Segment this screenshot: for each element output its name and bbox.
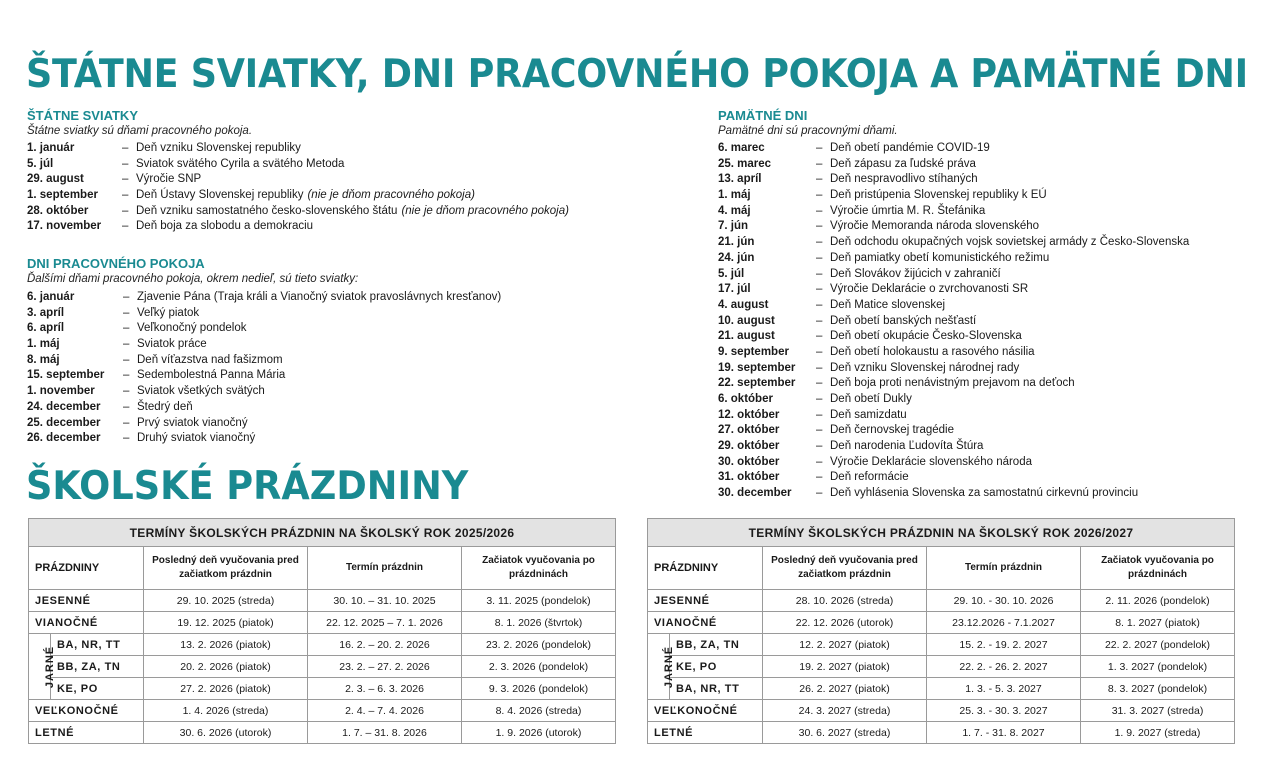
list-item — [718, 345, 1189, 361]
holiday-name: Deň vzniku Slovenskej národnej rady — [830, 361, 1020, 374]
dash-separator: – — [816, 189, 823, 202]
rest-days-heading: DNI PRACOVNÉHO POKOJA — [27, 256, 205, 271]
row-label: BB, ZA, TN — [670, 634, 763, 656]
list-item — [27, 337, 501, 353]
last-day-cell: 28. 10. 2026 (streda) — [763, 590, 927, 612]
table-row — [648, 590, 1235, 612]
list-item — [27, 400, 501, 416]
holiday-date: 1. september — [27, 189, 98, 202]
holiday-note: (nie je dňom pracovného pokoja) — [401, 204, 569, 217]
holiday-date: 6. marec — [718, 142, 765, 154]
holiday-name: Výročie Deklarácie slovenského národa — [830, 455, 1032, 468]
dash-separator: – — [816, 314, 823, 327]
table-caption: TERMÍNY ŠKOLSKÝCH PRÁZDNIN NA ŠKOLSKÝ ROK 2025/2026 — [29, 519, 616, 547]
holiday-date: 25. marec — [718, 157, 772, 170]
holiday-date: 6. október — [718, 393, 773, 405]
dash-separator: – — [816, 345, 823, 358]
dash-separator: – — [816, 283, 823, 296]
row-label: VEĽKONOČNÉ — [648, 700, 763, 722]
dash-separator: – — [122, 173, 129, 186]
list-item — [718, 408, 1189, 424]
school-start-cell: 2. 3. 2026 (pondelok) — [462, 656, 616, 678]
list-item — [718, 141, 1189, 157]
holiday-date: 8. máj — [27, 353, 60, 366]
table-row — [648, 722, 1235, 744]
dash-separator: – — [123, 400, 130, 413]
list-item — [27, 321, 501, 337]
dash-separator: – — [123, 306, 130, 319]
table-row — [648, 656, 1235, 678]
dash-separator: – — [816, 251, 823, 264]
holiday-term-cell: 16. 2. – 20. 2. 2026 — [308, 634, 462, 656]
holiday-name: Deň obetí banských nešťastí — [830, 314, 977, 327]
holiday-name: Sedembolestná Panna Mária — [137, 369, 286, 382]
holiday-term-cell: 1. 7. - 31. 8. 2027 — [927, 722, 1081, 744]
column-header: PRÁZDNINY — [648, 547, 763, 590]
school-start-cell: 8. 1. 2026 (štvrtok) — [462, 612, 616, 634]
list-item — [718, 423, 1189, 439]
school-start-cell: 1. 9. 2026 (utorok) — [462, 722, 616, 744]
holiday-date: 10. august — [718, 314, 775, 327]
holiday-term-cell: 1. 3. - 5. 3. 2027 — [927, 678, 1081, 700]
memorial-days-list — [718, 141, 1189, 502]
table-row — [29, 634, 616, 656]
last-day-cell: 26. 2. 2027 (piatok) — [763, 678, 927, 700]
column-header: Posledný deň vyučovania pred začiatkom prázdnin — [763, 547, 927, 590]
holiday-date: 15. september — [27, 369, 105, 382]
dash-separator: – — [816, 408, 823, 421]
holiday-term-cell: 2. 4. – 7. 4. 2026 — [308, 700, 462, 722]
dash-separator: – — [816, 267, 823, 280]
holiday-name: Deň narodenia Ľudovíta Štúra — [830, 440, 984, 453]
holiday-date: 29. október — [718, 440, 780, 453]
table-row — [29, 656, 616, 678]
holiday-term-cell: 23.12.2026 - 7.1.2027 — [927, 612, 1081, 634]
table-row — [648, 678, 1235, 700]
list-item — [718, 251, 1189, 267]
spring-label-text: JARNÉ — [663, 645, 676, 688]
holiday-date: 19. september — [718, 361, 796, 374]
holiday-term-cell: 25. 3. - 30. 3. 2027 — [927, 700, 1081, 722]
holiday-date: 25. december — [27, 416, 101, 429]
list-item — [27, 204, 569, 220]
last-day-cell: 1. 4. 2026 (streda) — [144, 700, 308, 722]
memorial-days-heading: PAMÄTNÉ DNI — [718, 108, 808, 123]
holiday-name: Deň vzniku Slovenskej republiky — [136, 142, 301, 154]
spring-label-text: JARNÉ — [44, 645, 57, 688]
holiday-date: 24. december — [27, 400, 101, 413]
holiday-date: 28. október — [27, 204, 89, 217]
list-item — [718, 439, 1189, 455]
list-item — [718, 204, 1189, 220]
list-item — [718, 172, 1189, 188]
dash-separator: – — [816, 142, 823, 154]
school-start-cell: 3. 11. 2025 (pondelok) — [462, 590, 616, 612]
dash-separator: – — [123, 338, 130, 351]
row-label: BA, NR, TT — [670, 678, 763, 700]
holiday-name: Deň zápasu za ľudské práva — [830, 157, 976, 170]
holiday-date: 21. august — [718, 330, 775, 343]
dash-separator: – — [122, 142, 129, 154]
dash-separator: – — [816, 361, 823, 374]
holiday-date: 17. júl — [718, 283, 751, 296]
dash-separator: – — [123, 416, 130, 429]
table-row — [29, 700, 616, 722]
table-row — [29, 678, 616, 700]
dash-separator: – — [816, 393, 823, 405]
row-label: JESENNÉ — [29, 590, 144, 612]
row-label: VIANOČNÉ — [648, 612, 763, 634]
list-item — [27, 157, 569, 173]
list-item — [718, 235, 1189, 251]
holiday-date: 30. december — [718, 487, 792, 500]
last-day-cell: 30. 6. 2026 (utorok) — [144, 722, 308, 744]
school-holidays-table-2025-2026 — [28, 518, 616, 744]
holiday-date: 6. január — [27, 291, 75, 303]
last-day-cell: 12. 2. 2027 (piatok) — [763, 634, 927, 656]
list-item — [718, 188, 1189, 204]
row-label: JESENNÉ — [648, 590, 763, 612]
column-header: PRÁZDNINY — [29, 547, 144, 590]
list-item — [718, 267, 1189, 283]
row-label: BB, ZA, TN — [51, 656, 144, 678]
holiday-name: Deň vyhlásenia Slovenska za samostatnú cirkevnú provinciu — [830, 487, 1139, 500]
list-item — [718, 392, 1189, 408]
holiday-name: Veľký piatok — [137, 306, 200, 319]
dash-separator: – — [122, 157, 129, 170]
list-item — [718, 361, 1189, 377]
dash-separator: – — [816, 330, 823, 343]
list-item — [27, 219, 569, 235]
holiday-date: 1. máj — [718, 189, 751, 202]
last-day-cell: 20. 2. 2026 (piatok) — [144, 656, 308, 678]
dash-separator: – — [122, 220, 129, 233]
list-item — [27, 141, 569, 157]
row-label: LETNÉ — [29, 722, 144, 744]
dash-separator: – — [816, 424, 823, 437]
holiday-date: 22. september — [718, 377, 796, 390]
column-header: Začiatok vyučovania po prázdninách — [462, 547, 616, 590]
table-row — [29, 590, 616, 612]
holiday-date: 1. máj — [27, 338, 60, 351]
holiday-name: Deň boja za slobodu a demokraciu — [136, 220, 314, 233]
dash-separator: – — [123, 322, 130, 335]
list-item — [718, 470, 1189, 486]
list-item — [27, 306, 501, 322]
list-item — [718, 455, 1189, 471]
holiday-name: Zjavenie Pána (Traja králi a Vianočný sviatok pravoslávnych kresťanov) — [137, 291, 502, 303]
row-label: KE, PO — [670, 656, 763, 678]
holiday-name: Deň pamiatky obetí komunistického režimu — [830, 251, 1050, 264]
row-label: BA, NR, TT — [51, 634, 144, 656]
list-item — [718, 219, 1189, 235]
holiday-name: Deň obetí Dukly — [830, 393, 912, 405]
holiday-name: Deň černovskej tragédie — [830, 424, 955, 437]
list-item — [718, 298, 1189, 314]
holiday-name: Prvý sviatok vianočný — [137, 416, 248, 429]
last-day-cell: 30. 6. 2027 (streda) — [763, 722, 927, 744]
dash-separator: – — [123, 432, 130, 445]
dash-separator: – — [816, 220, 823, 233]
list-item — [27, 384, 501, 400]
list-item — [718, 486, 1189, 502]
state-holidays-list — [27, 141, 569, 235]
holiday-name: Deň reformácie — [830, 471, 909, 484]
holiday-name: Deň Slovákov žijúcich v zahraničí — [830, 267, 1001, 280]
holiday-name: Deň obetí pandémie COVID-19 — [830, 142, 990, 154]
dash-separator: – — [816, 455, 823, 468]
list-item — [718, 314, 1189, 330]
dash-separator: – — [122, 189, 129, 202]
holiday-date: 21. jún — [718, 236, 755, 249]
school-start-cell: 8. 3. 2027 (pondelok) — [1081, 678, 1235, 700]
holiday-date: 12. október — [718, 408, 780, 421]
page-title: ŠTÁTNE SVIATKY, DNI PRACOVNÉHO POKOJA A PAMÄTNÉ DNI — [26, 52, 1248, 97]
table-caption: TERMÍNY ŠKOLSKÝCH PRÁZDNIN NA ŠKOLSKÝ ROK 2026/2027 — [648, 519, 1235, 547]
school-start-cell: 8. 4. 2026 (streda) — [462, 700, 616, 722]
dash-separator: – — [816, 487, 823, 500]
holiday-term-cell: 22. 12. 2025 – 7. 1. 2026 — [308, 612, 462, 634]
list-item — [718, 282, 1189, 298]
holiday-name: Deň odchodu okupačných vojsk sovietskej armády z Česko-Slovenska — [830, 236, 1190, 249]
holiday-name: Deň Ústavy Slovenskej republiky — [136, 189, 304, 202]
row-label: VIANOČNÉ — [29, 612, 144, 634]
dash-separator: – — [123, 353, 130, 366]
holiday-name: Druhý sviatok vianočný — [137, 432, 256, 445]
column-header: Termín prázdnin — [308, 547, 462, 590]
list-item — [27, 172, 569, 188]
spring-group-label — [648, 634, 676, 700]
spring-group-label — [29, 634, 57, 700]
holiday-name: Deň nespravodlivo stíhaných — [830, 173, 978, 186]
holiday-name: Deň pristúpenia Slovenskej republiky k EÚ — [830, 189, 1047, 202]
holiday-date: 4. august — [718, 298, 769, 311]
list-item — [718, 157, 1189, 173]
holiday-date: 29. august — [27, 173, 84, 186]
last-day-cell: 27. 2. 2026 (piatok) — [144, 678, 308, 700]
holiday-date: 9. september — [718, 345, 789, 358]
row-label: KE, PO — [51, 678, 144, 700]
dash-separator: – — [816, 236, 823, 249]
holiday-term-cell: 22. 2. - 26. 2. 2027 — [927, 656, 1081, 678]
list-item — [27, 416, 501, 432]
holiday-name: Deň obetí holokaustu a rasového násilia — [830, 345, 1035, 358]
holiday-date: 30. október — [718, 455, 780, 468]
last-day-cell: 29. 10. 2025 (streda) — [144, 590, 308, 612]
last-day-cell: 19. 12. 2025 (piatok) — [144, 612, 308, 634]
holiday-date: 4. máj — [718, 204, 751, 217]
holiday-note: (nie je dňom pracovného pokoja) — [307, 189, 475, 202]
dash-separator: – — [816, 204, 823, 217]
holiday-date: 26. december — [27, 432, 101, 445]
school-start-cell: 1. 9. 2027 (streda) — [1081, 722, 1235, 744]
holiday-date: 5. júl — [27, 157, 54, 170]
list-item — [718, 376, 1189, 392]
holiday-name: Výročie Deklarácie o zvrchovanosti SR — [830, 283, 1029, 296]
holiday-term-cell: 15. 2. - 19. 2. 2027 — [927, 634, 1081, 656]
list-item — [27, 353, 501, 369]
dash-separator: – — [122, 204, 129, 217]
holiday-term-cell: 2. 3. – 6. 3. 2026 — [308, 678, 462, 700]
holiday-name: Sviatok všetkých svätých — [137, 385, 265, 398]
last-day-cell: 13. 2. 2026 (piatok) — [144, 634, 308, 656]
dash-separator: – — [816, 471, 823, 484]
table-row — [29, 722, 616, 744]
holiday-name: Deň boja proti nenávistným prejavom na deťoch — [830, 377, 1075, 390]
rest-days-subtitle: Ďalšími dňami pracovného pokoja, okrem nedieľ, sú tieto sviatky: — [27, 273, 359, 285]
memorial-days-subtitle: Pamätné dni sú pracovnými dňami. — [718, 125, 898, 137]
school-start-cell: 8. 1. 2027 (piatok) — [1081, 612, 1235, 634]
holiday-term-cell: 1. 7. – 31. 8. 2026 — [308, 722, 462, 744]
list-item — [27, 368, 501, 384]
school-start-cell: 22. 2. 2027 (pondelok) — [1081, 634, 1235, 656]
dash-separator: – — [123, 385, 130, 398]
row-label: VEĽKONOČNÉ — [29, 700, 144, 722]
school-start-cell: 31. 3. 2027 (streda) — [1081, 700, 1235, 722]
dash-separator: – — [123, 369, 130, 382]
holiday-date: 1. november — [27, 385, 95, 398]
holiday-name: Výročie SNP — [136, 173, 202, 186]
holiday-name: Veľkonočný pondelok — [137, 322, 247, 335]
dash-separator: – — [816, 173, 823, 186]
last-day-cell: 22. 12. 2026 (utorok) — [763, 612, 927, 634]
school-start-cell: 2. 11. 2026 (pondelok) — [1081, 590, 1235, 612]
row-label: LETNÉ — [648, 722, 763, 744]
holiday-term-cell: 23. 2. – 27. 2. 2026 — [308, 656, 462, 678]
holiday-name: Deň obetí okupácie Česko-Slovenska — [830, 330, 1022, 343]
holiday-name: Štedrý deň — [137, 400, 193, 413]
state-holidays-heading: ŠTÁTNE SVIATKY — [27, 108, 138, 123]
holiday-date: 5. júl — [718, 267, 745, 280]
holiday-date: 17. november — [27, 220, 102, 233]
dash-separator: – — [816, 440, 823, 453]
holiday-date: 13. apríl — [718, 173, 762, 186]
school-holidays-table-2026-2027 — [647, 518, 1235, 744]
holiday-date: 3. apríl — [27, 306, 65, 319]
holiday-name: Deň samizdatu — [830, 408, 907, 421]
holiday-name: Sviatok svätého Cyrila a svätého Metoda — [136, 157, 345, 170]
holiday-name: Výročie Memoranda národa slovenského — [830, 220, 1040, 233]
column-header: Termín prázdnin — [927, 547, 1081, 590]
holiday-name: Deň Matice slovenskej — [830, 298, 946, 311]
holiday-name: Sviatok práce — [137, 338, 207, 351]
list-item — [27, 290, 501, 306]
table-row — [648, 612, 1235, 634]
holiday-term-cell: 29. 10. - 30. 10. 2026 — [927, 590, 1081, 612]
rest-days-list — [27, 290, 501, 447]
last-day-cell: 19. 2. 2027 (piatok) — [763, 656, 927, 678]
list-item — [27, 188, 569, 204]
holiday-date: 31. október — [718, 471, 780, 484]
holiday-date: 6. apríl — [27, 322, 65, 335]
holiday-date: 7. jún — [718, 220, 749, 233]
school-start-cell: 1. 3. 2027 (pondelok) — [1081, 656, 1235, 678]
dash-separator: – — [816, 157, 823, 170]
list-item — [27, 431, 501, 447]
holiday-date: 24. jún — [718, 251, 755, 264]
last-day-cell: 24. 3. 2027 (streda) — [763, 700, 927, 722]
school-holidays-title: ŠKOLSKÉ PRÁZDNINY — [26, 464, 469, 509]
table-row — [29, 612, 616, 634]
holiday-date: 1. január — [27, 142, 75, 154]
holiday-term-cell: 30. 10. – 31. 10. 2025 — [308, 590, 462, 612]
dash-separator: – — [816, 298, 823, 311]
table-row — [648, 634, 1235, 656]
state-holidays-subtitle: Štátne sviatky sú dňami pracovného pokoja. — [27, 125, 253, 137]
table-row — [648, 700, 1235, 722]
holiday-name: Deň vzniku samostatného česko-slovenského štátu — [136, 204, 398, 217]
list-item — [718, 329, 1189, 345]
column-header: Posledný deň vyučovania pred začiatkom prázdnin — [144, 547, 308, 590]
holiday-name: Deň víťazstva nad fašizmom — [137, 353, 283, 366]
holiday-name: Výročie úmrtia M. R. Štefánika — [830, 204, 986, 217]
column-header: Začiatok vyučovania po prázdninách — [1081, 547, 1235, 590]
dash-separator: – — [816, 377, 823, 390]
school-start-cell: 23. 2. 2026 (pondelok) — [462, 634, 616, 656]
school-start-cell: 9. 3. 2026 (pondelok) — [462, 678, 616, 700]
holiday-date: 27. október — [718, 424, 780, 437]
dash-separator: – — [123, 291, 130, 303]
